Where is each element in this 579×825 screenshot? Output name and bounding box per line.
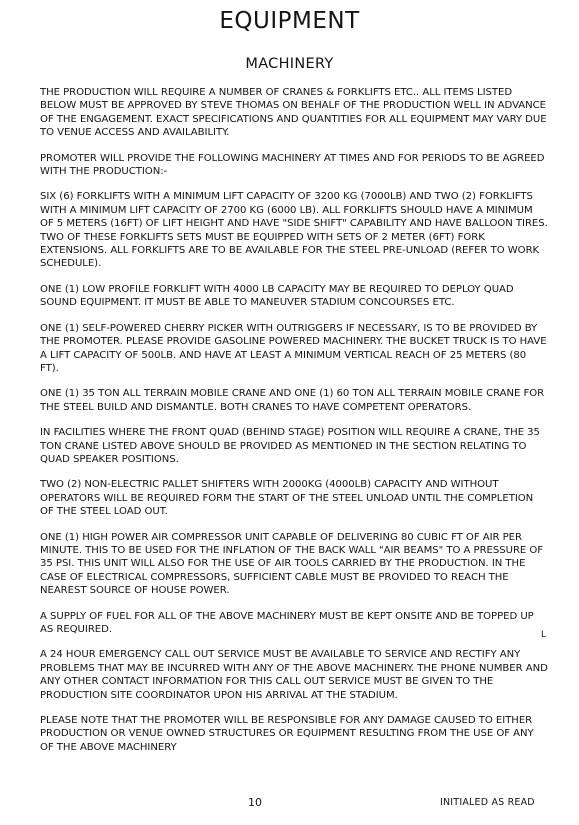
paragraph-pallet-shifters: TWO (2) NON-ELECTRIC PALLET SHIFTERS WITH 2000KG (4000LB) CAPACITY AND WITHOUT OPERATORS WILL BE REQUIRED FORM THE START OF THE STEEL UNLOAD UNTIL THE COMPLETION OF THE STEEL LOAD OUT. bbox=[40, 479, 534, 518]
document-body bbox=[40, 86, 548, 766]
page-number: 10 bbox=[248, 796, 262, 809]
page-title: EQUIPMENT bbox=[219, 8, 360, 34]
paragraph-damage-note: PLEASE NOTE THAT THE PROMOTER WILL BE RESPONSIBLE FOR ANY DAMAGE CAUSED TO EITHER PRODUCTION OR VENUE OWNED STRUCTURES OR EQUIPMENT RESULTING FROM THE USE OF ANY OF THE ABOVE MACHINERY bbox=[40, 715, 534, 753]
paragraph-low-profile-forklift: ONE (1) LOW PROFILE FORKLIFT WITH 4000 LB CAPACITY MAY BE REQUIRED TO DEPLOY QUAD SOUND EQUIPMENT. IT MUST BE ABLE TO MANEUVER STADIUM CONCOURSES ETC. bbox=[40, 283, 514, 309]
paragraph-emergency-service: A 24 HOUR EMERGENCY CALL OUT SERVICE MUST BE AVAILABLE TO SERVICE AND RECTIFY ANY PROBLEMS THAT MAY BE INCURRED WITH ANY OF THE ABOVE MACHINERY. THE PHONE NUMBER AND ANY OTHER CONTACT INFORMATION FOR THIS CALL OUT SERVICE MUST BE GIVEN TO THE PRODUCTION SITE COORDINATOR UPON HIS ARRIVAL AT THE STADIUM. bbox=[40, 649, 548, 701]
section-subtitle: MACHINERY bbox=[245, 56, 334, 72]
paragraph-cranes: ONE (1) 35 TON ALL TERRAIN MOBILE CRANE AND ONE (1) 60 TON ALL TERRAIN MOBILE CRANE FOR THE STEEL BUILD AND DISMANTLE. BOTH CRANES TO HAVE COMPETENT OPERATORS. bbox=[40, 388, 545, 413]
paragraph-front-quad: IN FACILITIES WHERE THE FRONT QUAD (BEHIND STAGE) POSITION WILL REQUIRE A CRANE, THE 35 TON CRANE LISTED ABOVE SHOULD BE PROVIDED AS MENTIONED IN THE SECTION RELATING TO QUAD SPEAKER POSITIONS. bbox=[40, 427, 540, 465]
paragraph-forklifts: SIX (6) FORKLIFTS WITH A MINIMUM LIFT CAPACITY OF 3200 KG (7000LB) AND TWO (2) FORKLIFTS WITH A MINIMUM LIFT CAPACITY OF 2700 KG (6000 LB). ALL FORKLIFTS SHOULD HAVE A MINIMUM OF 5 METERS (16FT) OF LIFT HEIGHT AND HAVE "SIDE SHIFT" CAPABILITY AND HAVE BALLOON TIRES. TWO OF THESE FORKLIFTS SETS MUST BE EQUIPPED WITH SETS OF 2 METER (6FT) FORK EXTENSIONS. ALL FORKLIFTS ARE TO BE AVAILABLE FOR THE STEEL PRE-UNLOAD (REFER TO WORK SCHEDULE). bbox=[40, 191, 548, 270]
paragraph-intro: THE PRODUCTION WILL REQUIRE A NUMBER OF CRANES & FORKLIFTS ETC.. ALL ITEMS LISTED BELOW MUST BE APPROVED BY STEVE THOMAS ON BEHALF OF THE PRODUCTION WELL IN ADVANCE OF THE ENGAGEMENT. EXACT SPECIFICATIONS AND QUANTITIES FOR ALL EQUIPMENT MAY VARY DUE TO VENUE ACCESS AND AVAILABILITY. bbox=[40, 87, 547, 139]
paragraph-air-compressor: ONE (1) HIGH POWER AIR COMPRESSOR UNIT CAPABLE OF DELIVERING 80 CUBIC FT OF AIR PER MINUTE. THIS TO BE USED FOR THE INFLATION OF THE BACK WALL "AIR BEAMS" TO A PRESSURE OF 35 PSI. THIS UNIT WILL ALSO FOR THE USE OF AIR TOOLS CARRIED BY THE PRODUCTION. IN THE CASE OF ELECTRICAL COMPRESSORS, SUFFICIENT CABLE MUST BE PROVIDED TO REACH THE NEAREST SOURCE OF HOUSE POWER. bbox=[40, 531, 544, 597]
paragraph-promoter: PROMOTER WILL PROVIDE THE FOLLOWING MACHINERY AT TIMES AND FOR PERIODS TO BE AGREED WITH THE PRODUCTION:- bbox=[40, 152, 545, 178]
margin-mark: L bbox=[541, 630, 547, 640]
initialed-as-read: INITIALED AS READ bbox=[440, 797, 535, 808]
paragraph-fuel: A SUPPLY OF FUEL FOR ALL OF THE ABOVE MACHINERY MUST BE KEPT ONSITE AND BE TOPPED UP AS REQUIRED. bbox=[40, 610, 534, 635]
paragraph-cherry-picker: ONE (1) SELF-POWERED CHERRY PICKER WITH OUTRIGGERS IF NECESSARY, IS TO BE PROVIDED BY THE PROMOTER. PLEASE PROVIDE GASOLINE POWERED MACHINERY. THE BUCKET TRUCK IS TO HAVE A LIFT CAPACITY OF 500LB. AND HAVE AT LEAST A MINIMUM VERTICAL REACH OF 25 METERS (80 FT). bbox=[40, 322, 547, 374]
